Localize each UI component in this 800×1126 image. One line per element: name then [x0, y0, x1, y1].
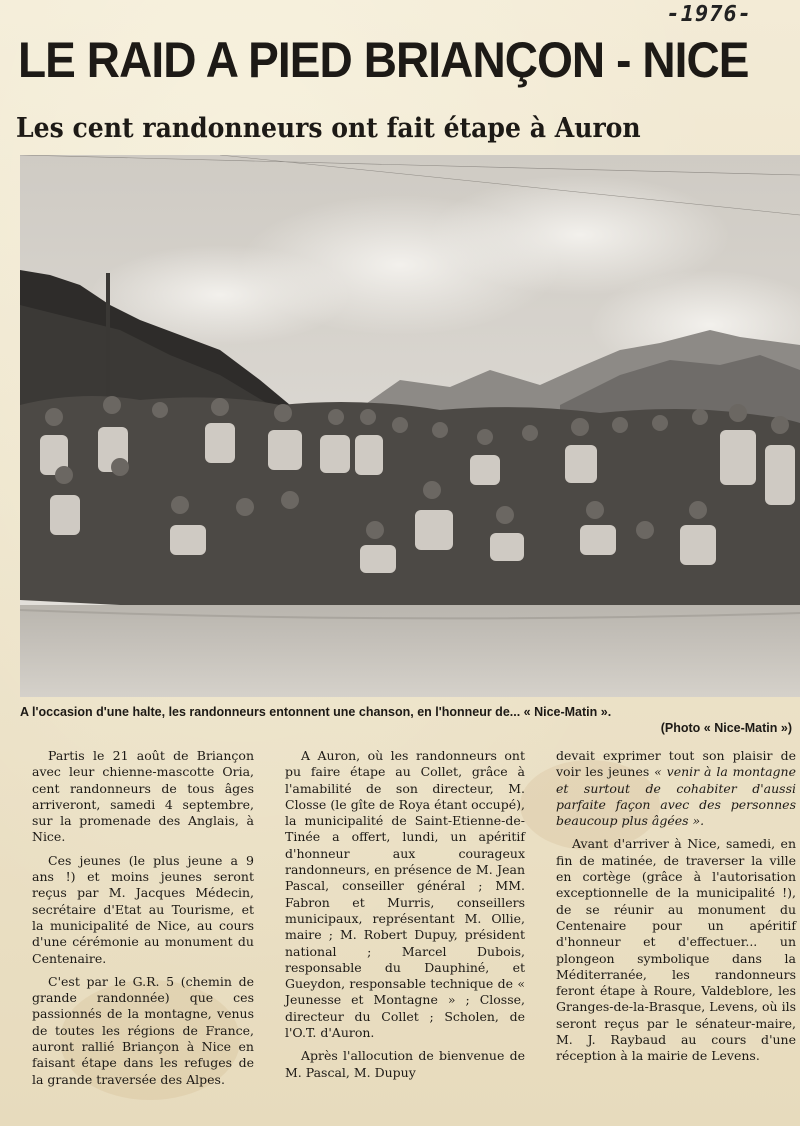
paragraph: Avant d'arriver à Nice, samedi, en fin de matinée, de traverser la ville en cortège (grâce à l'autorisation exceptionnelle de la municipalité !), de se réunir au monument du Centenaire pour un apéritif d'honneur et d'effectuer... un plongeon symbolique dans la Méditerranée, les randonneurs feront étape à Roure, Valdeblore, les Granges-de-la-Brasque, Levens, où ils seront reçus par le sénateur-maire, M. J. Raybaud au cours d'une réception à la mairie de Levens. — [556, 836, 796, 1064]
paragraph-intro: devait exprimer tout son plaisir de voir les jeunes — [556, 748, 796, 780]
group-photo — [20, 155, 800, 697]
article-body — [32, 748, 798, 1120]
paragraph: Partis le 21 août de Briançon avec leur chienne-mascotte Oria, cent randonneurs de tous âges arriveront, samedi 4 septembre, sur la promenade des Anglais, à Nice. — [32, 748, 254, 845]
paragraph — [556, 748, 796, 829]
article-column-2 — [285, 748, 525, 1088]
photo-caption — [20, 704, 796, 736]
handwritten-year-note: -1976- — [666, 2, 752, 27]
caption-text: A l'occasion d'une halte, les randonneurs entonnent une chanson, en l'honneur de... « Nice-Matin ». — [20, 705, 612, 719]
paragraph: A Auron, où les randonneurs ont pu faire étape au Collet, grâce à l'amabilité de son directeur, M. Closse (le gîte de Roya étant occupé), la municipalité de Saint-Etienne-de-Tinée a offert, lundi, un apéritif d'honneur aux courageux randonneurs, en présence de M. Jean Pascal, conseiller général ; MM. Fabron et Murris, conseillers municipaux, représentant M. Ollie, maire ; M. Robert Dupuy, président national ; Marcel Dubois, responsable du Dauphiné, et Gueydon, responsable technique de « Jeunesse et Montagne » ; Closse, directeur du Collet ; Scholen, de l'O.T. d'Auron. — [285, 748, 525, 1041]
paragraph: Après l'allocution de bienvenue de M. Pascal, M. Dupuy — [285, 1048, 525, 1080]
quote: « venir à la montagne et surtout de cohabiter d'aussi parfaite façon avec des personnes beaucoup plus âgées ». — [556, 764, 796, 829]
paragraph: Ces jeunes (le plus jeune a 9 ans !) et moins jeunes seront reçus par M. Jacques Médecin, secrétaire d'Etat au Tourisme, et la municipalité de Nice, au cours d'une cérémonie au monument du Centenaire. — [32, 852, 254, 966]
photo-credit: (Photo « Nice-Matin ») — [660, 721, 792, 735]
article-column-1 — [32, 748, 254, 1095]
article-column-3 — [556, 748, 796, 1072]
group-photo-mountains-icon — [20, 155, 800, 697]
paragraph: C'est par le G.R. 5 (chemin de grande randonnée) que ces passionnés de la montagne, venus de toutes les régions de France, auront rallié Briançon à Nice en faisant étape dans les refuges de la grande traversée des Alpes. — [32, 973, 254, 1087]
headline: LE RAID A PIED BRIANÇON - NICE — [18, 32, 749, 88]
subheadline: Les cent randonneurs ont fait étape à Auron — [16, 113, 641, 144]
